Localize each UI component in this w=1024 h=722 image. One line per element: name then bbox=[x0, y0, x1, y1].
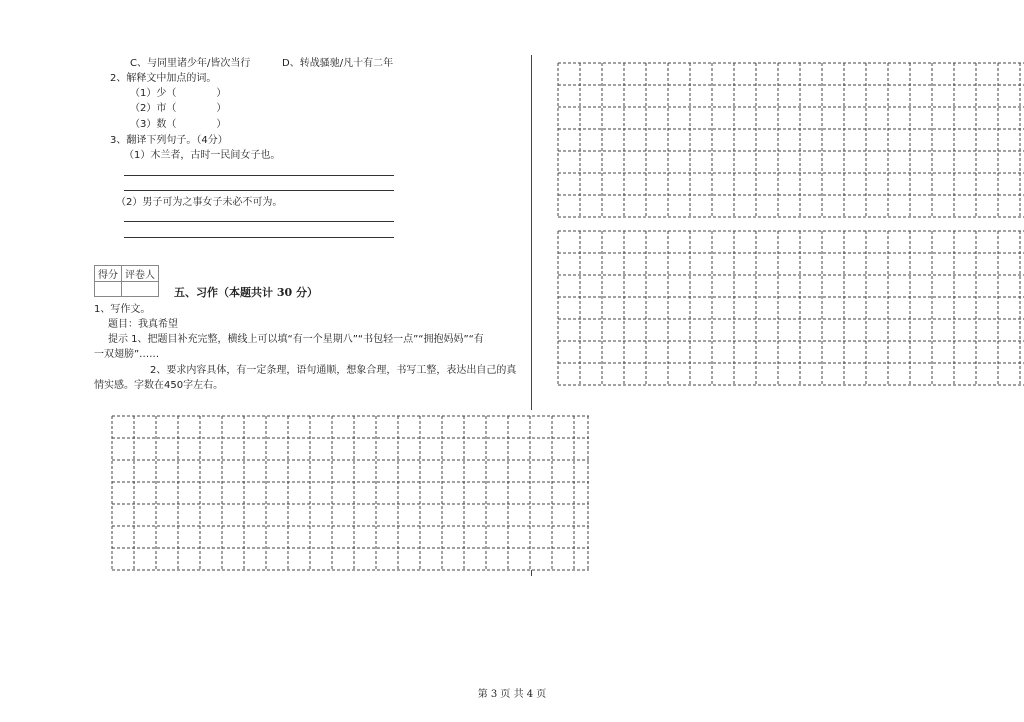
q2-item-1: （1）少（ ） bbox=[130, 88, 227, 99]
writing-hint-1: 提示 1、把题目补充完整，横线上可以填“有一个星期八”“书包轻一点”“拥抱妈妈”“有 bbox=[108, 334, 484, 345]
q2-title: 2、解释文中加点的词。 bbox=[110, 73, 217, 84]
writing-grid-left[interactable] bbox=[111, 415, 591, 573]
q3-sentence-2: （2）男子可为之事女子未必不可为。 bbox=[116, 197, 283, 208]
writing-grid-right-bottom[interactable] bbox=[557, 230, 1024, 387]
writing-task: 1、写作文。 bbox=[94, 304, 151, 315]
grader-cell[interactable] bbox=[122, 282, 159, 297]
q3-sentence-1: （1）木兰者，古时一民间女子也。 bbox=[124, 150, 281, 161]
column-divider bbox=[531, 55, 532, 410]
writing-hint-2: 2、要求内容具体，有一定条理，语句通顺，想象合理，书写工整，表达出自己的真 bbox=[150, 365, 517, 376]
score-cell[interactable] bbox=[95, 282, 122, 297]
section-5-title: 五、习作（本题共计 30 分） bbox=[174, 286, 318, 299]
q2-item-3: （3）数（ ） bbox=[130, 119, 227, 130]
writing-topic: 题目：我真希望 bbox=[108, 319, 178, 330]
writing-hint-1-cont: 一双翅膀”…… bbox=[94, 349, 160, 360]
score-box bbox=[94, 265, 159, 297]
q2-item-2: （2）市（ ） bbox=[130, 103, 227, 114]
answer-line-4 bbox=[124, 237, 394, 238]
answer-line-2 bbox=[124, 190, 394, 191]
grader-label: 评卷人 bbox=[122, 266, 159, 282]
score-label: 得分 bbox=[95, 266, 122, 282]
answer-line-3 bbox=[124, 221, 394, 222]
writing-hint-2-cont: 情实感。字数在450字左右。 bbox=[94, 380, 224, 391]
q3-title: 3、翻译下列句子。（4分） bbox=[110, 135, 228, 146]
page-number: 第 3 页 共 4 页 bbox=[477, 689, 547, 700]
q1-option-c: C、与同里诸少年/皆次当行 bbox=[130, 58, 251, 69]
answer-line-1 bbox=[124, 175, 394, 176]
writing-grid-right-top[interactable] bbox=[557, 62, 1024, 219]
q1-option-d: D、转战骚驰/凡十有二年 bbox=[282, 58, 394, 69]
